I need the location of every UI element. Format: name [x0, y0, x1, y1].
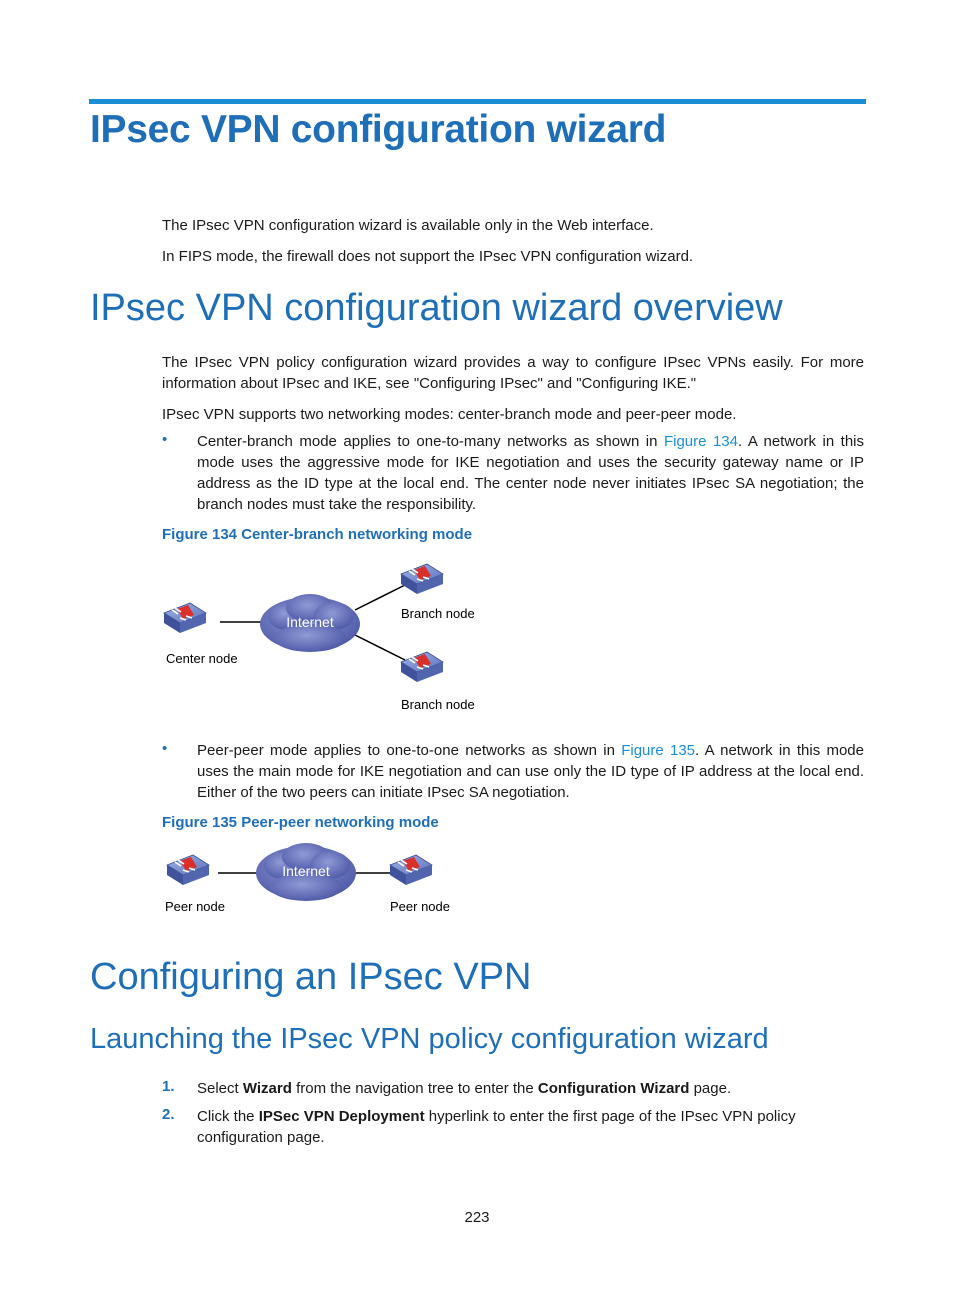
- figure-135-caption: Figure 135 Peer-peer networking mode: [162, 814, 439, 831]
- branch-node-label: Branch node: [401, 697, 475, 712]
- bullet-marker: •: [162, 740, 168, 757]
- configuring-heading: Configuring an IPsec VPN: [90, 956, 532, 998]
- peer-node-label: Peer node: [390, 899, 450, 914]
- peer-firewall-icon: [390, 855, 432, 885]
- bullet-center-branch: [197, 431, 864, 515]
- step-text: from the navigation tree to enter the: [291, 1080, 538, 1097]
- branch-node-label: Branch node: [401, 606, 475, 621]
- step-number: 1.: [162, 1078, 175, 1095]
- figure-134-link[interactable]: Figure 134: [663, 433, 738, 450]
- branch-firewall-icon: [401, 652, 443, 682]
- intro-paragraph-2: In FIPS mode, the firewall does not support the IPsec VPN configuration wizard.: [162, 248, 694, 265]
- ui-term: Configuration Wizard: [537, 1080, 690, 1097]
- peer-node-label: Peer node: [165, 899, 225, 914]
- bullet-peer-peer: [197, 740, 864, 803]
- step-number: 2.: [162, 1106, 175, 1123]
- step-2: [197, 1106, 864, 1148]
- figure-134-caption: Figure 134 Center-branch networking mode: [162, 526, 473, 543]
- step-text: hyperlink to enter the first page of the IPsec VPN policy configuration page.: [197, 1108, 796, 1146]
- launching-heading: Launching the IPsec VPN policy configuration wizard: [90, 1023, 769, 1055]
- ui-term: IPSec VPN Deployment: [258, 1108, 425, 1125]
- modes-paragraph: IPsec VPN supports two networking modes: center-branch mode and peer-peer mode.: [162, 406, 737, 423]
- cloud-label: Internet: [286, 614, 334, 630]
- link-line: [355, 635, 405, 660]
- ui-term: Wizard: [242, 1080, 292, 1097]
- page-number: 223: [464, 1209, 490, 1226]
- step-text: Click the: [197, 1108, 259, 1125]
- intro-paragraph-1: The IPsec VPN configuration wizard is available only in the Web interface.: [162, 217, 654, 234]
- cloud-label: Internet: [282, 863, 330, 879]
- bullet-text: . A network in this mode uses the main mode for IKE negotiation and can use only the ID type of IP address at the local end. Either of the two peers can initiate IPsec SA negotiation.: [197, 742, 864, 801]
- bullet-text: Peer-peer mode applies to one-to-one networks as shown in: [197, 742, 622, 759]
- chapter-title: IPsec VPN configuration wizard: [90, 108, 667, 151]
- branch-firewall-icon: [401, 564, 443, 594]
- step-text: Select: [197, 1080, 243, 1097]
- center-node-label: Center node: [166, 651, 238, 666]
- step-text: page.: [689, 1080, 732, 1097]
- bullet-text: Center-branch mode applies to one-to-many networks as shown in: [197, 433, 664, 450]
- overview-heading: IPsec VPN configuration wizard overview: [90, 287, 783, 329]
- figure-135-diagram: [150, 840, 470, 920]
- figure-135-link[interactable]: Figure 135: [621, 742, 696, 759]
- center-firewall-icon: [164, 603, 206, 633]
- bullet-text: . A network in this mode uses the aggressive mode for IKE negotiation and uses the security gateway name or IP address as the ID type at the local end. The center node never initiates IPsec SA negotiation; the branch nodes must take the responsibility.: [197, 433, 865, 513]
- chapter-rule: [89, 99, 866, 104]
- overview-paragraph: The IPsec VPN policy configuration wizard provides a way to configure IPsec VPNs easily. For more information about IPsec and IKE, see "Configuring IPsec" and "Configuring IKE.": [162, 354, 864, 392]
- step-1: [197, 1078, 864, 1099]
- bullet-marker: •: [162, 431, 168, 448]
- link-line: [355, 585, 405, 610]
- figure-134-diagram: [150, 555, 490, 720]
- peer-firewall-icon: [167, 855, 209, 885]
